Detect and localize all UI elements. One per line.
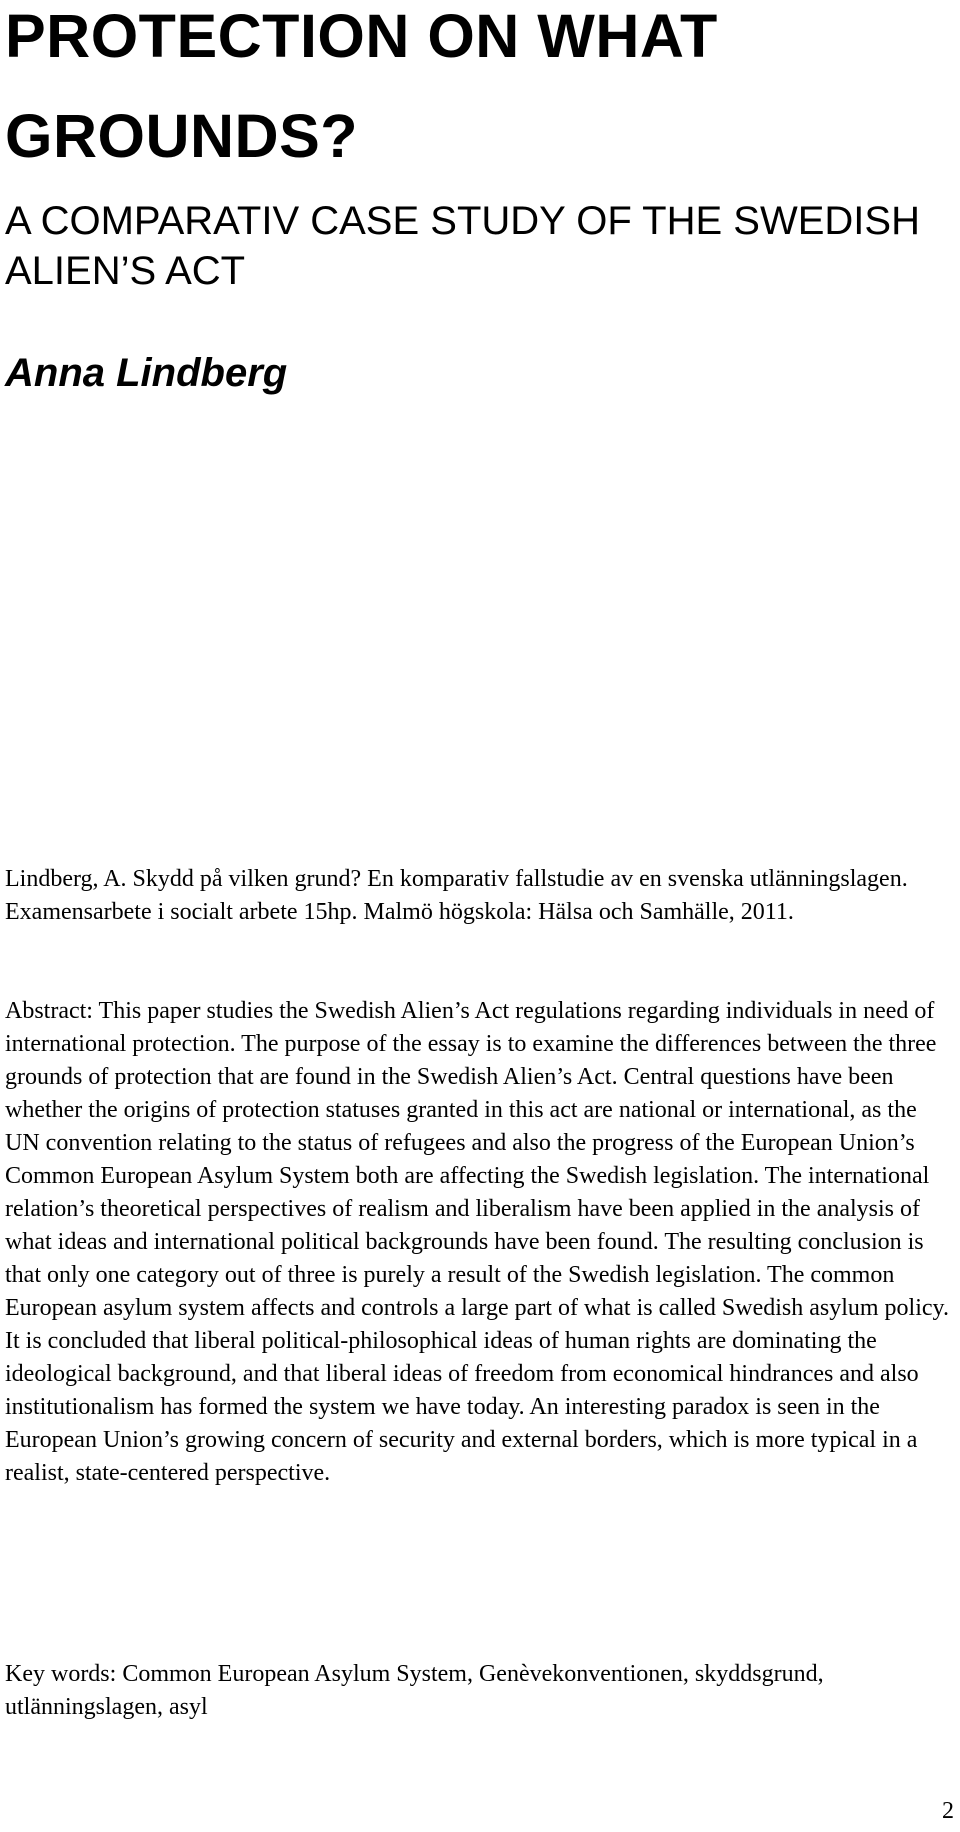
page-number: 2 [942, 1798, 954, 1824]
citation-paragraph: Lindberg, A. Skydd på vilken grund? En komparativ fallstudie av en svenska utlänningslagen. Examensarbete i socialt arbete 15hp. Malmö högskola: Hälsa och Samhälle, 2011. [5, 866, 908, 925]
document-subtitle: A COMPARATIV CASE STUDY OF THE SWEDISH ALIEN’S ACT [5, 199, 920, 293]
abstract-paragraph: Abstract: This paper studies the Swedish Alien’s Act regulations regarding individuals in need of international protection. The purpose of the essay is to examine the differences between the three grounds of protection that are found in the Swedish Alien’s Act. Central questions have been whether the origins of protection statuses granted in this act are national or international, as the UN convention relating to the status of refugees and also the progress of the European Union’s Common European Asylum System both are affecting the Swedish legislation. The international relation’s theoretical perspectives of realism and liberalism have been applied in the analysis of what ideas and international political backgrounds have been found. The resulting conclusion is that only one category out of three is purely a result of the Swedish legislation. The common European asylum system affects and controls a large part of what is called Swedish asylum policy. It is concluded that liberal political-philosophical ideas of human rights are dominating the ideological background, and that liberal ideas of freedom from economical hindrances and also institutionalism has formed the system we have today. An interesting paradox is seen in the European Union’s growing concern of security and external borders, which is more typical in a realist, state-centered perspective. [5, 998, 949, 1486]
keywords-paragraph: Key words: Common European Asylum System, Genèvekonventionen, skyddsgrund, utlänningslagen, asyl [5, 1661, 824, 1720]
author-name: Anna Lindberg [5, 351, 288, 395]
document-title: PROTECTION ON WHAT GROUNDS? [5, 2, 718, 170]
